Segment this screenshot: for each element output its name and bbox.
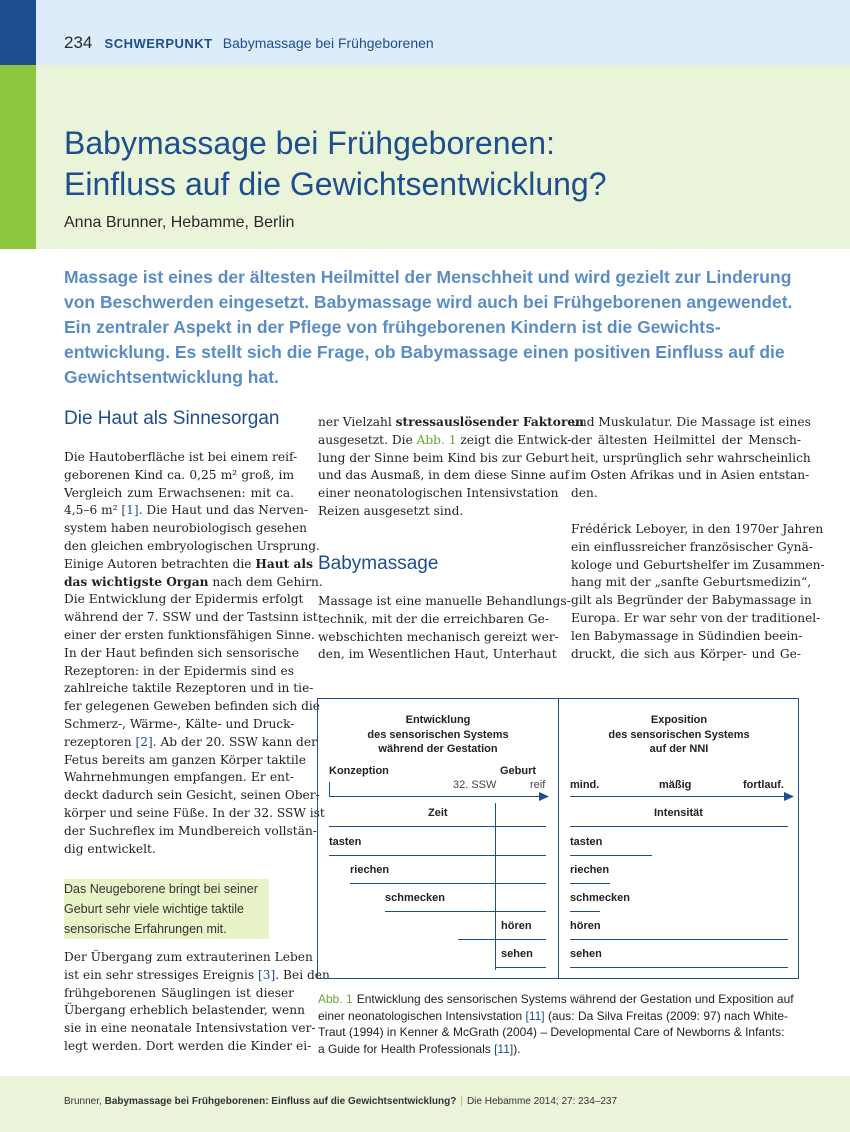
time-axis-line xyxy=(329,796,543,797)
text-line: der Suchreflex im Mundbereich vollstän- xyxy=(64,823,317,838)
text-line: In der Haut befinden sich sensorische xyxy=(64,645,299,660)
text-line: gilt als Begründer der Babymassage in xyxy=(571,593,812,608)
text-line: deckt dadurch sein Gesicht, seinen Ober- xyxy=(64,788,320,803)
figure-caption: Abb. 1 Entwicklung des sensorischen Systems während der Gestation und Exposition auf einer neonatologischen Intensivstation [11] (aus: Da Silva Freitas (2009: 97) nach White- Traut (1994) in Kenner & McGrath (2004) – Developmental Care of Newborns & Infants: a Guide for Health Professionals [11]). xyxy=(318,992,794,1056)
body-column-1-lower xyxy=(64,949,330,1056)
birth-marker-line xyxy=(495,803,496,970)
sense-hoeren: hören xyxy=(570,920,601,932)
title-line-2: Einfluss auf die Gewichtsentwicklung? xyxy=(64,166,607,202)
text-line: zahlreiche taktile Rezeptoren und in tie- xyxy=(64,681,314,696)
text-line: Wahrnehmungen empfangen. Er ent- xyxy=(64,770,294,785)
text-line: Vergleich zum Erwachsenen: mit ca. xyxy=(64,485,294,500)
bar-tasten xyxy=(329,855,546,856)
arrow-right-icon xyxy=(539,792,549,801)
sense-tasten: tasten xyxy=(570,836,603,848)
text-line: Die Entwicklung der Epidermis erfolgt xyxy=(64,592,304,607)
axis-label-32-ssw: 32. SSW xyxy=(453,779,497,791)
figure-left-heading: Entwicklung des sensorischen Systems während der Gestation xyxy=(367,714,509,755)
pull-quote-line: Das Neugeborene bringt bei seiner xyxy=(64,879,269,899)
text-line: den. xyxy=(571,486,598,501)
text-line: den, im Wesentlichen Haut, Unterhaut xyxy=(318,647,557,662)
text-line: lung der Sinne beim Kind bis zur Geburt xyxy=(318,450,570,465)
text-line: im Osten Afrikas und in Asien entstan- xyxy=(571,468,810,483)
axis-label-mind: mind. xyxy=(570,779,600,791)
text-line: ist ein sehr stressiges Ereignis [3]. Bei den xyxy=(64,967,330,982)
lead-line: Massage ist eines der ältesten Heilmittel der Menschheit und wird gezielt zur Linderung xyxy=(64,267,792,287)
text-line: len Babymassage in Südindien beein- xyxy=(571,628,803,643)
text-line: Reizen ausgesetzt sind. xyxy=(318,503,464,518)
pull-quote xyxy=(64,879,269,939)
reference-link[interactable]: [11] xyxy=(494,1041,514,1056)
footer-author: Brunner, xyxy=(64,1096,105,1107)
bar-sehen xyxy=(495,967,546,968)
body-column-2 xyxy=(318,414,584,521)
text-line: Frédérick Leboyer, in den 1970er Jahren xyxy=(571,522,824,536)
heading-haut-sinnesorgan: Die Haut als Sinnesorgan xyxy=(64,408,280,429)
text-line: Der Übergang zum extrauterinen Leben xyxy=(64,950,313,964)
footer-article-title: Babymassage bei Frühgeborenen: Einfluss auf die Gewichtsentwicklung? xyxy=(104,1096,457,1107)
bar-tasten-exposure xyxy=(570,855,652,856)
text-line: Massage ist eine manuelle Behandlungs- xyxy=(318,594,571,608)
footer-journal: Die Hebamme 2014; 27: 234–237 xyxy=(466,1096,618,1107)
reference-link[interactable]: [3] xyxy=(258,967,276,982)
lead-line: von Beschwerden eingesetzt. Babymassage wird auch bei Frühgeborenen angewendet. xyxy=(64,292,793,312)
body-column-3 xyxy=(571,414,811,503)
lead-line: Gewichtsentwicklung hat. xyxy=(64,367,279,387)
body-column-2-lower xyxy=(318,593,571,664)
text-line: kologe und Geburtshelfer im Zusammen- xyxy=(571,557,825,572)
author-line: Anna Brunner, Hebamme, Berlin xyxy=(64,214,295,231)
sense-sehen: sehen xyxy=(501,948,533,960)
bar-hoeren xyxy=(458,939,546,940)
body-column-1 xyxy=(64,449,325,858)
text-line: ausgesetzt. Die Abb. 1 zeigt die Entwick- xyxy=(318,432,572,447)
text-line: einer der ersten funktionsfähigen Sinne. xyxy=(64,627,315,642)
label-zeit: Zeit xyxy=(428,807,448,819)
text-line: Die Hautoberfläche ist bei einem reif- xyxy=(64,450,298,464)
text-line: ein einflussreicher französischer Gynä- xyxy=(571,539,813,554)
figure-reference-link[interactable]: Abb. 1 xyxy=(416,432,457,447)
pull-quote-line: Geburt sehr viele wichtige taktile xyxy=(64,899,269,919)
page-title xyxy=(64,123,824,205)
text-line: rezeptoren [2]. Ab der 20. SSW kann der xyxy=(64,734,317,749)
text-line: dig entwickelt. xyxy=(64,841,156,856)
text-line: den gleichen embryologischen Ursprung. xyxy=(64,538,320,553)
lead-line: entwicklung. Es stellt sich die Frage, ob Babymassage einen positiven Einfluss auf die xyxy=(64,342,785,362)
axis-label-fortlauf: fortlauf. xyxy=(743,779,784,791)
text-line: geborenen Kind ca. 0,25 m² groß, im xyxy=(64,467,294,482)
bar-riechen-exposure xyxy=(570,883,610,884)
sense-riechen: riechen xyxy=(350,864,390,876)
text-line: Europa. Er war sehr von der traditionel- xyxy=(571,610,821,625)
text-line: technik, mit der die erreichbaren Ge- xyxy=(318,611,549,626)
text-line: webschichten mechanisch gereizt wer- xyxy=(318,629,559,644)
text-line: Rezeptoren: in der Epidermis sind es xyxy=(64,663,294,678)
running-head xyxy=(64,33,434,53)
text-line: das wichtigste Organ nach dem Gehirn. xyxy=(64,574,323,589)
text-line: Einige Autoren betrachten die Haut als xyxy=(64,556,313,571)
text-line: Fetus bereits am ganzen Körper taktile xyxy=(64,752,306,767)
footer-separator: | xyxy=(460,1096,463,1107)
reference-link[interactable]: [11] xyxy=(525,1008,545,1023)
text-line: der ältesten Heilmittel der Mensch- xyxy=(571,432,801,447)
bar-hoeren-exposure xyxy=(570,939,788,940)
page-number: 234 xyxy=(64,33,93,52)
running-topic: Babymassage bei Frühgeborenen xyxy=(222,35,434,51)
caption-label: Abb. 1 xyxy=(318,992,353,1006)
sense-sehen: sehen xyxy=(570,948,602,960)
title-line-1: Babymassage bei Frühgeborenen: xyxy=(64,125,555,161)
sense-schmecken: schmecken xyxy=(570,892,630,904)
bar-riechen xyxy=(350,883,546,884)
bar-sehen-exposure xyxy=(570,967,788,968)
page-footer xyxy=(64,1096,617,1107)
text-line: sie in eine neonatale Intensivstation ver- xyxy=(64,1021,316,1036)
arrow-right-icon xyxy=(784,792,794,801)
sense-riechen: riechen xyxy=(570,864,610,876)
text-line: legt werden. Dort werden die Kinder ei- xyxy=(64,1038,312,1053)
axis-label-reif: reif xyxy=(530,779,546,791)
axis-label-geburt: Geburt xyxy=(500,765,537,777)
text-line: fer gelegenen Geweben befinden sich die xyxy=(64,699,321,714)
axis-start-tick xyxy=(329,782,330,796)
sense-hoeren: hören xyxy=(501,920,532,932)
text-line: heit, ursprünglich sehr wahrscheinlich xyxy=(571,450,811,465)
reference-link[interactable]: [1] xyxy=(121,503,139,518)
text-line: während der 7. SSW und der Tastsinn ist xyxy=(64,610,318,625)
text-line: und das Ausmaß, in dem diese Sinne auf xyxy=(318,468,570,483)
axis-label-konzeption: Konzeption xyxy=(329,765,389,777)
label-intensitaet: Intensität xyxy=(654,807,703,819)
text-line: einer neonatologischen Intensivstation xyxy=(318,486,559,501)
text-line: Übergang erheblich belastender, wenn xyxy=(64,1003,305,1018)
sense-schmecken: schmecken xyxy=(385,892,445,904)
reference-link[interactable]: [2] xyxy=(135,734,153,749)
text-line: system haben neurobiologisch gesehen xyxy=(64,521,308,536)
text-line: hang mit der „sanfte Geburtsmedizin“, xyxy=(571,575,812,590)
text-line: körper und seine Füße. In der 32. SSW ist xyxy=(64,805,325,820)
axis-label-maessig: mäßig xyxy=(659,779,692,791)
heading-babymassage: Babymassage xyxy=(318,553,439,574)
figure-right-heading: Exposition des sensorischen Systems auf der NNI xyxy=(608,714,750,755)
sense-tasten: tasten xyxy=(329,836,362,848)
section-label: SCHWERPUNKT xyxy=(104,36,213,51)
intensity-axis-line xyxy=(570,796,788,797)
body-column-3-lower xyxy=(571,521,825,663)
figure-sensory-development xyxy=(317,698,799,979)
text-line: druckt, die sich aus Körper- und Ge- xyxy=(571,646,801,661)
text-line: 4,5–6 m² [1]. Die Haut und das Nerven- xyxy=(64,503,309,518)
bar-schmecken xyxy=(385,911,546,912)
lead-paragraph xyxy=(64,265,809,390)
text-line: ner Vielzahl stressauslösender Faktoren xyxy=(318,415,584,429)
bar-schmecken-exposure xyxy=(570,911,600,912)
header-accent-bar xyxy=(0,0,36,65)
pull-quote-line: sensorische Erfahrungen mit. xyxy=(64,919,269,939)
text-line: Schmerz-, Wärme-, Kälte- und Druck- xyxy=(64,716,295,731)
text-line: und Muskulatur. Die Massage ist eines xyxy=(571,415,811,429)
zeit-underline xyxy=(329,826,546,827)
intensitaet-underline xyxy=(570,826,788,827)
lead-line: Ein zentraler Aspekt in der Pflege von frühgeborenen Kindern ist die Gewichts- xyxy=(64,317,721,337)
text-line: frühgeborenen Säuglingen ist dieser xyxy=(64,985,294,1000)
title-accent-bar xyxy=(0,65,36,249)
